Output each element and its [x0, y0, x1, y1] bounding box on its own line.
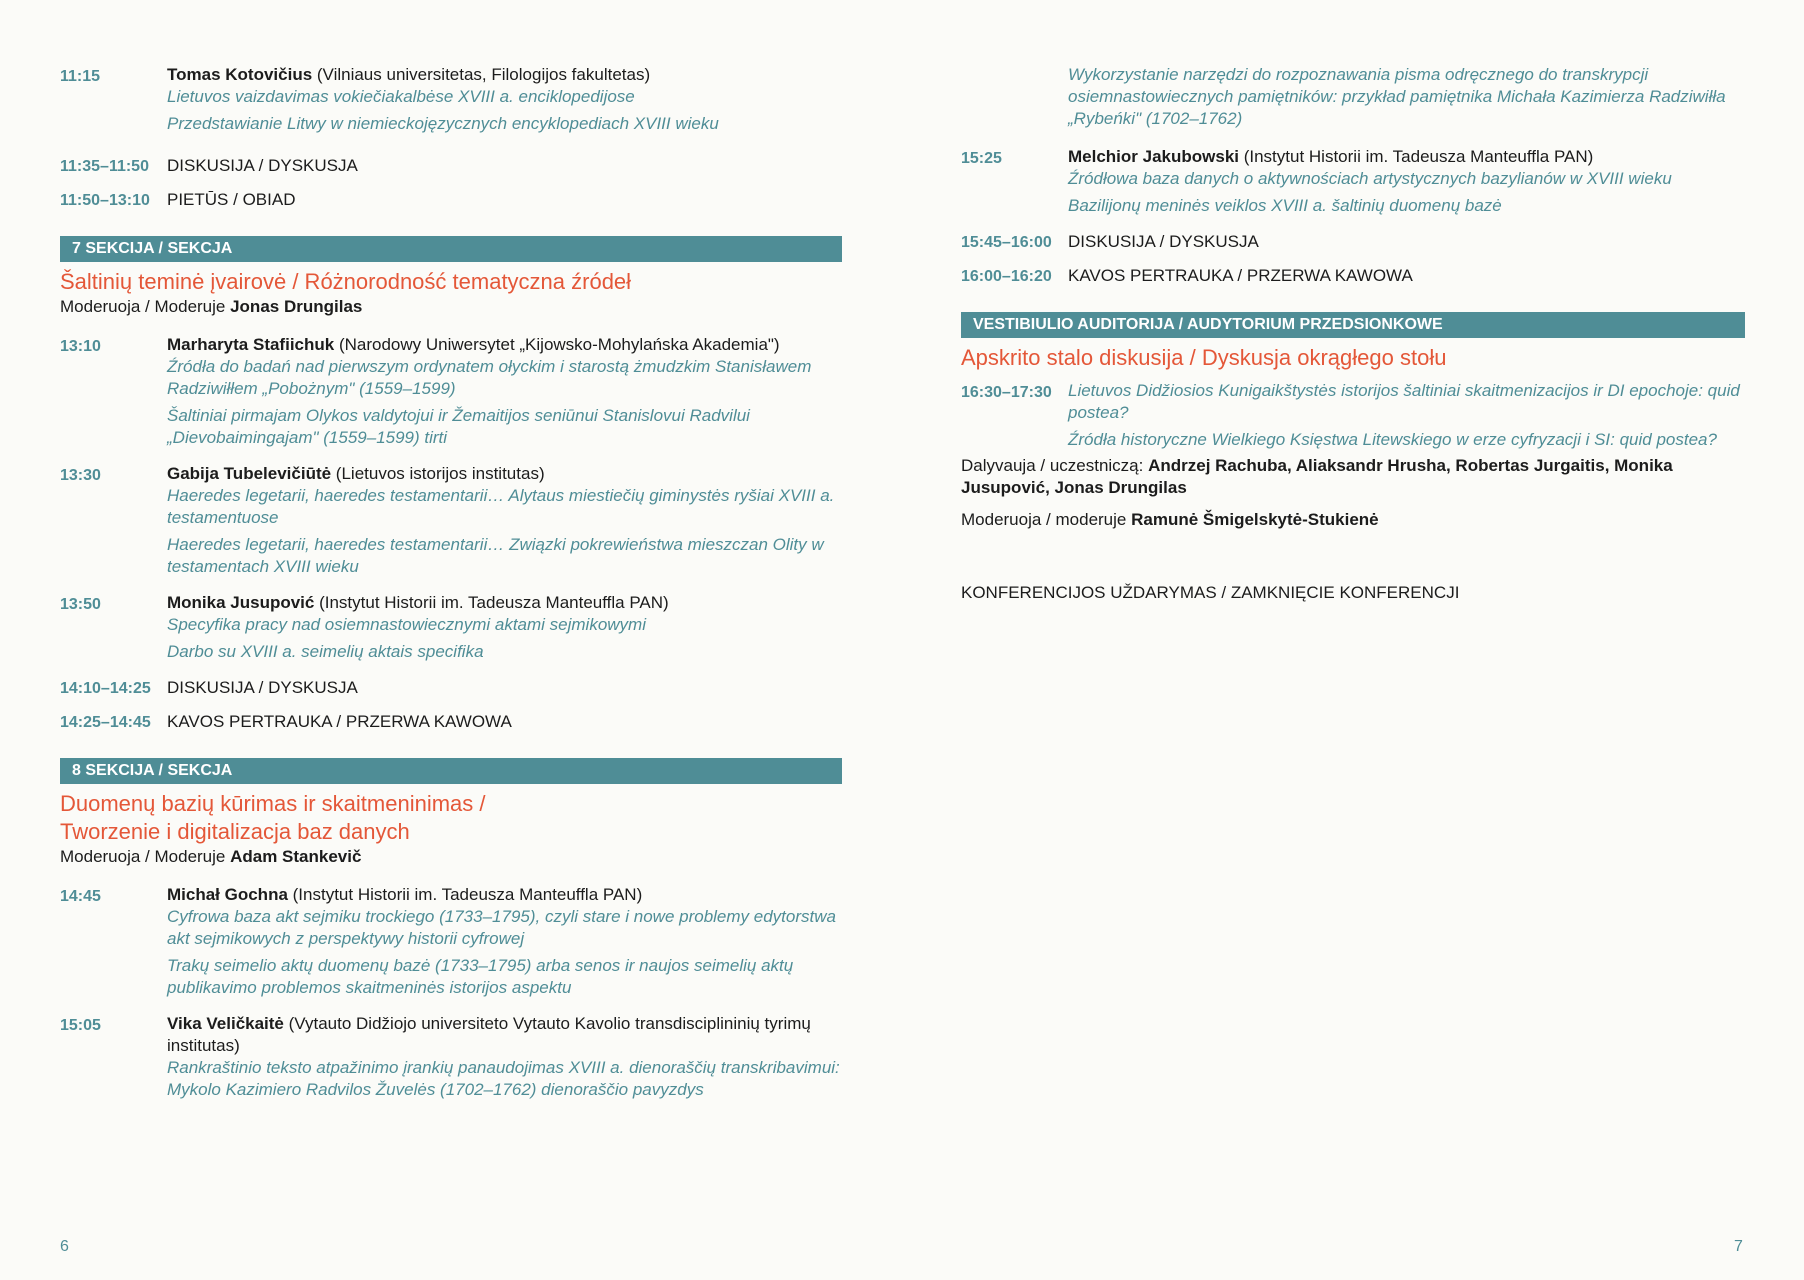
speaker-name: Melchior Jakubowski — [1068, 147, 1239, 166]
speaker-name: Monika Jusupović — [167, 593, 315, 612]
talk-body — [167, 1013, 842, 1101]
talk-title: Przedstawianie Litwy w niemieckojęzycznych encyklopediach XVIII wieku — [167, 114, 719, 133]
talk-entry — [60, 884, 842, 999]
conference-closing: KONFERENCIJOS UŽDARYMAS / ZAMKNIĘCIE KONFERENCJI — [961, 583, 1460, 602]
section-8-title-line: Tworzenie i digitalizacja baz danych — [60, 819, 410, 844]
speaker-affiliation: (Lietuvos istorijos institutas) — [331, 464, 545, 483]
roundtable-body — [1068, 380, 1745, 451]
speaker-name: Vika Veličkaitė — [167, 1014, 284, 1033]
section-8-title — [60, 790, 842, 846]
speaker-affiliation: (Vytauto Didžiojo universiteto Vytauto Kavolio transdisciplininių tyrimų institutas) — [167, 1014, 811, 1055]
participants-names: Andrzej Rachuba, Aliaksandr Hrusha, Robertas Jurgaitis, Monika Jusupović, Jonas Drungilas — [961, 456, 1673, 497]
schedule-break — [60, 189, 842, 212]
talk-entry — [60, 64, 842, 135]
talk-title: Wykorzystanie narzędzi do rozpoznawania pisma odręcznego do transkrypcji osiemnastowiecznych pamiętników: przykład pamiętnika Michała Kazimierza Radziwiłła „Rybeńki" (1702–1762) — [1068, 65, 1726, 128]
talk-title: Haeredes legetarii, haeredes testamentarii… Związki pokrewieństwa mieszczan Olity w testamentach XVIII wieku — [167, 535, 824, 576]
schedule-break — [60, 155, 842, 178]
section-7-moderator — [60, 296, 842, 318]
talk-time: 13:30 — [60, 467, 101, 484]
talk-title: Cyfrowa baza akt sejmiku trockiego (1733–1795), czyli stare i nowe problemy edytorstwa akt sejmikowych z perspektywy historii cyfrowej — [167, 907, 836, 948]
schedule-break — [961, 231, 1745, 254]
break-time: 11:35–11:50 — [60, 158, 149, 175]
section-7-title: Šaltinių teminė įvairovė / Różnorodność tematyczna źródeł — [60, 269, 632, 294]
talk-title: Źródła do badań nad pierwszym ordynatem ołyckim i starostą żmudzkim Stanisławem Radziwiłłem „Pobożnym" (1559–1599) — [167, 357, 812, 398]
talk-entry — [961, 146, 1745, 217]
talk-time: 13:10 — [60, 338, 101, 355]
continued-talk — [961, 64, 1745, 130]
break-label: PIETŪS / OBIAD — [167, 190, 296, 209]
talk-time: 14:45 — [60, 888, 101, 905]
speaker-affiliation: (Narodowy Uniwersytet „Kijowsko-Mohylańska Akademia") — [334, 335, 780, 354]
talk-body — [167, 64, 842, 135]
break-time: 14:25–14:45 — [60, 714, 151, 731]
talk-title: Haeredes legetarii, haeredes testamentarii… Alytaus miestiečių giminystės ryšiai XVIII a. testamentuose — [167, 486, 835, 527]
talk-body — [167, 463, 842, 578]
talk-time: 15:05 — [60, 1017, 101, 1034]
speaker-affiliation: (Vilniaus universitetas, Filologijos fakultetas) — [312, 65, 651, 84]
speaker-name: Michał Gochna — [167, 885, 288, 904]
roundtable-title: Apskrito stalo diskusija / Dyskusja okrągłego stołu — [961, 345, 1447, 370]
talk-title: Źródłowa baza danych o aktywnościach artystycznych bazylianów w XVIII wieku — [1068, 169, 1672, 188]
section-8-moderator — [60, 846, 842, 868]
talk-body — [167, 884, 842, 999]
speaker-affiliation: (Instytut Historii im. Tadeusza Manteuffla PAN) — [287, 885, 643, 904]
talk-entry — [60, 334, 842, 449]
page-number-right: 7 — [1734, 1238, 1743, 1255]
roundtable-time: 16:30–17:30 — [961, 384, 1052, 401]
break-time: 15:45–16:00 — [961, 234, 1052, 251]
break-label: DISKUSIJA / DYSKUSJA — [167, 678, 358, 697]
right-page — [961, 64, 1745, 603]
talk-entry — [60, 592, 842, 663]
break-time: 14:10–14:25 — [60, 680, 151, 697]
moderator-name: Adam Stankevič — [230, 847, 362, 866]
talk-time: 11:15 — [60, 68, 101, 85]
break-time: 16:00–16:20 — [961, 268, 1052, 285]
participants-prefix: Dalyvauja / uczestniczą: — [961, 456, 1149, 475]
talk-entry — [60, 1013, 842, 1101]
talk-title: Darbo su XVIII a. seimelių aktais specifika — [167, 642, 484, 661]
roundtable-bar: VESTIBIULIO AUDITORIJA / AUDYTORIUM PRZEDSIONKOWE — [961, 312, 1745, 338]
roundtable-participants — [961, 455, 1745, 499]
talk-body — [167, 592, 842, 663]
talk-entry — [60, 463, 842, 578]
page-number-left: 6 — [60, 1238, 69, 1255]
moderator-name: Ramunė Šmigelskytė-Stukienė — [1131, 510, 1379, 529]
section-7-bar: 7 SEKCIJA / SEKCJA — [60, 236, 842, 262]
speaker-name: Marharyta Stafiichuk — [167, 335, 335, 354]
break-label: KAVOS PERTRAUKA / PRZERWA KAWOWA — [1068, 266, 1413, 285]
moderator-prefix: Moderuoja / Moderuje — [60, 847, 231, 866]
talk-body — [167, 334, 842, 449]
talk-title: Specyfika pracy nad osiemnastowiecznymi aktami sejmikowymi — [167, 615, 646, 634]
speaker-name: Gabija Tubelevičiūtė — [167, 464, 332, 483]
schedule-break — [60, 711, 842, 734]
talk-title: Lietuvos vaizdavimas vokiečiakalbėse XVIII a. enciklopedijose — [167, 87, 635, 106]
talk-title: Rankraštinio teksto atpažinimo įrankių panaudojimas XVIII a. dienoraščių transkribavimui: Mykolo Kazimiero Radvilos Žuvelės (1702–1762) dienoraščio pavyzdys — [167, 1058, 840, 1099]
talk-time: 15:25 — [961, 150, 1002, 167]
schedule-break — [961, 265, 1745, 288]
break-label: DISKUSIJA / DYSKUSJA — [1068, 232, 1259, 251]
talk-time: 13:50 — [60, 596, 101, 613]
section-8-bar: 8 SEKCIJA / SEKCJA — [60, 758, 842, 784]
section-8-title-line: Duomenų bazių kūrimas ir skaitmeninimas / — [60, 791, 486, 816]
roundtable-topic: Źródła historyczne Wielkiego Księstwa Litewskiego w erze cyfryzacji i SI: quid postea? — [1068, 430, 1717, 449]
moderator-prefix: Moderuoja / moderuje — [961, 510, 1132, 529]
talk-body — [1068, 146, 1745, 217]
roundtable-entry — [961, 380, 1745, 451]
talk-title: Bazilijonų meninės veiklos XVIII a. šaltinių duomenų bazė — [1068, 196, 1502, 215]
break-label: KAVOS PERTRAUKA / PRZERWA KAWOWA — [167, 712, 512, 731]
speaker-affiliation: (Instytut Historii im. Tadeusza Manteuffla PAN) — [1239, 147, 1594, 166]
talk-title: Trakų seimelio aktų duomenų bazė (1733–1795) arba senos ir naujos seimelių aktų publikavimo problemos skaitmeninės istorijos aspektu — [167, 956, 794, 997]
left-page — [60, 64, 842, 1115]
schedule-break — [60, 677, 842, 700]
speaker-name: Tomas Kotovičius — [167, 65, 313, 84]
moderator-name: Jonas Drungilas — [230, 297, 363, 316]
talk-title: Šaltiniai pirmajam Olykos valdytojui ir Žemaitijos seniūnui Stanislovui Radvilui „Dievobaimingajam" (1559–1599) tirti — [167, 406, 750, 447]
break-time: 11:50–13:10 — [60, 192, 150, 209]
break-label: DISKUSIJA / DYSKUSJA — [167, 156, 358, 175]
roundtable-moderator — [961, 509, 1745, 531]
speaker-affiliation: (Instytut Historii im. Tadeusza Manteuffla PAN) — [314, 593, 669, 612]
moderator-prefix: Moderuoja / Moderuje — [60, 297, 231, 316]
roundtable-topic: Lietuvos Didžiosios Kunigaikštystės istorijos šaltiniai skaitmenizacijos ir DI epochoje: quid postea? — [1068, 381, 1740, 422]
